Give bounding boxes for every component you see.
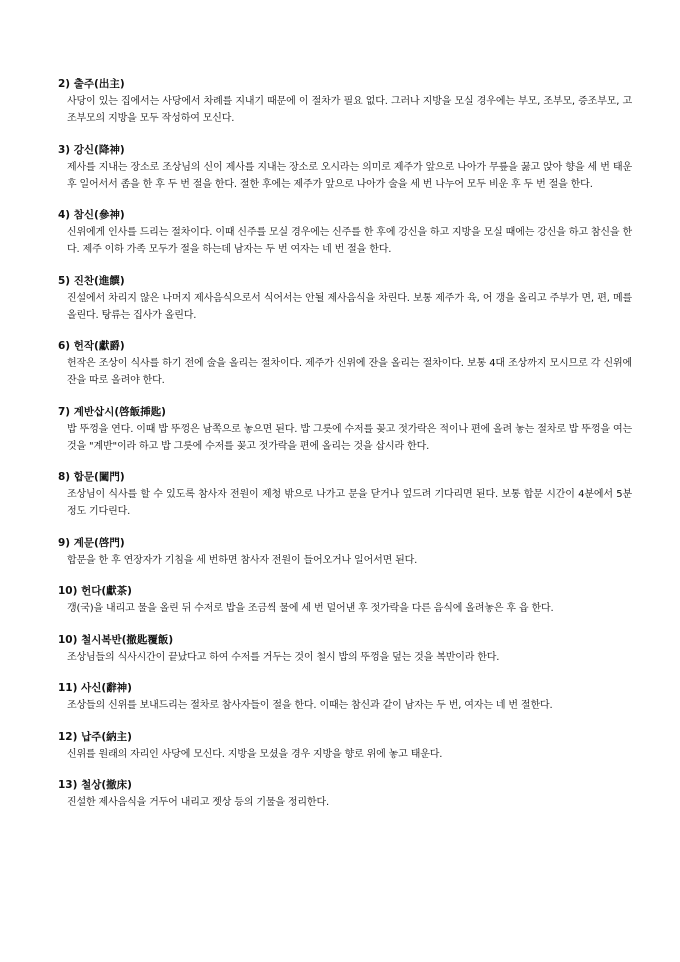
section-heading: 6) 헌작(獻爵) [58, 340, 125, 352]
section-heading: 13) 철상(撤床) [58, 779, 132, 791]
section-body: 조상들의 신위를 보내드리는 절차로 참사자들이 절을 한다. 이때는 참신과 같이 남자는 두 번, 여자는 네 번 절한다. [67, 700, 553, 711]
section-chulju [58, 76, 632, 127]
section-body: 제사를 지내는 장소로 조상님의 신이 제사를 지내는 장소로 오시라는 의미로 제주가 앞으로 나아가 무릎을 꿇고 앉아 향을 세 번 태운 후 일어서서 좀을 한 후 두 번 절을 한다. 절한 후에는 제주가 앞으로 나아가 술을 세 번 나누어 모두 비운 후 두 번 절을 한다. [67, 161, 632, 190]
section-heading: 3) 강신(降神) [58, 143, 125, 156]
section-body: 합문을 한 후 연장자가 기침을 세 번하면 참사자 전원이 들어오거나 일어서면 된다. [67, 554, 418, 566]
section-jinchan [58, 273, 632, 324]
section-heading: 2) 출주(出主) [58, 78, 125, 90]
section-body: 밥 뚜껑을 연다. 이때 밥 뚜껑은 남쪽으로 놓으면 된다. 밥 그릇에 수저를 꽂고 젓가락은 적이나 편에 올려 놓는 절차로 밥 뚜껑을 여는 것을 "계반"이라 하고 밥 그릇에 수저를 꽂고 젓가락을 편에 올리는 것을 삽시라 한다. [67, 423, 632, 452]
section-body: 조상님이 식사를 할 수 있도록 참사자 전원이 제청 밖으로 나가고 문을 닫거나 엎드려 기다리면 된다. 보통 합문 시간이 4분에서 5분 정도 기다린다. [67, 489, 632, 517]
section-cheolsibokban [58, 632, 632, 666]
section-cheolsang [58, 777, 632, 811]
section-body: 조상님들의 식사시간이 끝났다고 하여 수저를 거두는 것이 철시 밥의 뚜껑을 덮는 것을 복반이라 한다. [67, 651, 500, 663]
section-body: 갱(국)을 내리고 물을 올린 뒤 수저로 밥을 조금씩 물에 세 번 덜어낸 후 젓가락을 다른 음식에 올려놓은 후 읍 한다. [67, 603, 554, 614]
section-body: 사당이 있는 집에서는 사당에서 차례를 지내기 때문에 이 절차가 필요 없다. 그러나 지방을 모실 경우에는 부모, 조부모, 증조부모, 고조부모의 지방을 모두 작성하여 모신다. [67, 96, 632, 124]
section-heonjak [58, 338, 632, 389]
section-body: 진설에서 차리지 않은 나머지 제사음식으로서 식어서는 안될 제사음식을 차린다. 보통 제주가 육, 어 갱을 올리고 주부가 면, 편, 메를 올린다. 탕류는 집사가 올린다. [67, 292, 632, 321]
section-gangsin [58, 142, 632, 193]
section-body: 헌작은 조상이 식사를 하기 전에 술을 올리는 절차이다. 제주가 신위에 잔을 올리는 절차이다. 보통 4대 조상까지 모시므로 각 신위에 잔을 따로 올려야 한다. [67, 358, 632, 386]
section-heading: 10) 철시복반(撤匙覆飯) [58, 633, 174, 646]
section-body: 신위를 원래의 자리인 사당에 모신다. 지방을 모셨을 경우 지방을 향로 위에 놓고 태운다. [67, 748, 443, 760]
section-heading: 8) 합문(闔門) [58, 471, 125, 483]
section-heonda [58, 583, 632, 617]
section-body: 진설한 제사음식을 거두어 내리고 젯상 등의 기물을 정리한다. [67, 797, 329, 808]
section-heading: 12) 납주(納主) [58, 730, 132, 743]
section-heading: 7) 계반삽시(啓飯揷匙) [58, 405, 166, 418]
section-heading: 4) 참신(參神) [58, 209, 125, 221]
section-napju [58, 729, 632, 763]
section-heading: 5) 진찬(進饌) [58, 274, 125, 287]
section-heading: 10) 헌다(獻茶) [58, 585, 132, 597]
section-body: 신위에게 인사를 드리는 절차이다. 이때 신주를 모실 경우에는 신주를 한 후에 강신을 하고 지방을 모실 때에는 강신을 하고 참신을 한다. 제주 이하 가족 모두가 절을 하는데 남자는 두 번 여자는 네 번 절을 한다. [67, 227, 632, 255]
section-sasin [58, 680, 632, 714]
section-gyemun [58, 535, 632, 569]
section-hapmun [58, 469, 632, 520]
section-chamsin [58, 207, 632, 258]
section-gyebansapsi [58, 404, 632, 455]
section-heading: 9) 계문(啓門) [58, 536, 125, 549]
section-heading: 11) 사신(辭神) [58, 682, 132, 694]
